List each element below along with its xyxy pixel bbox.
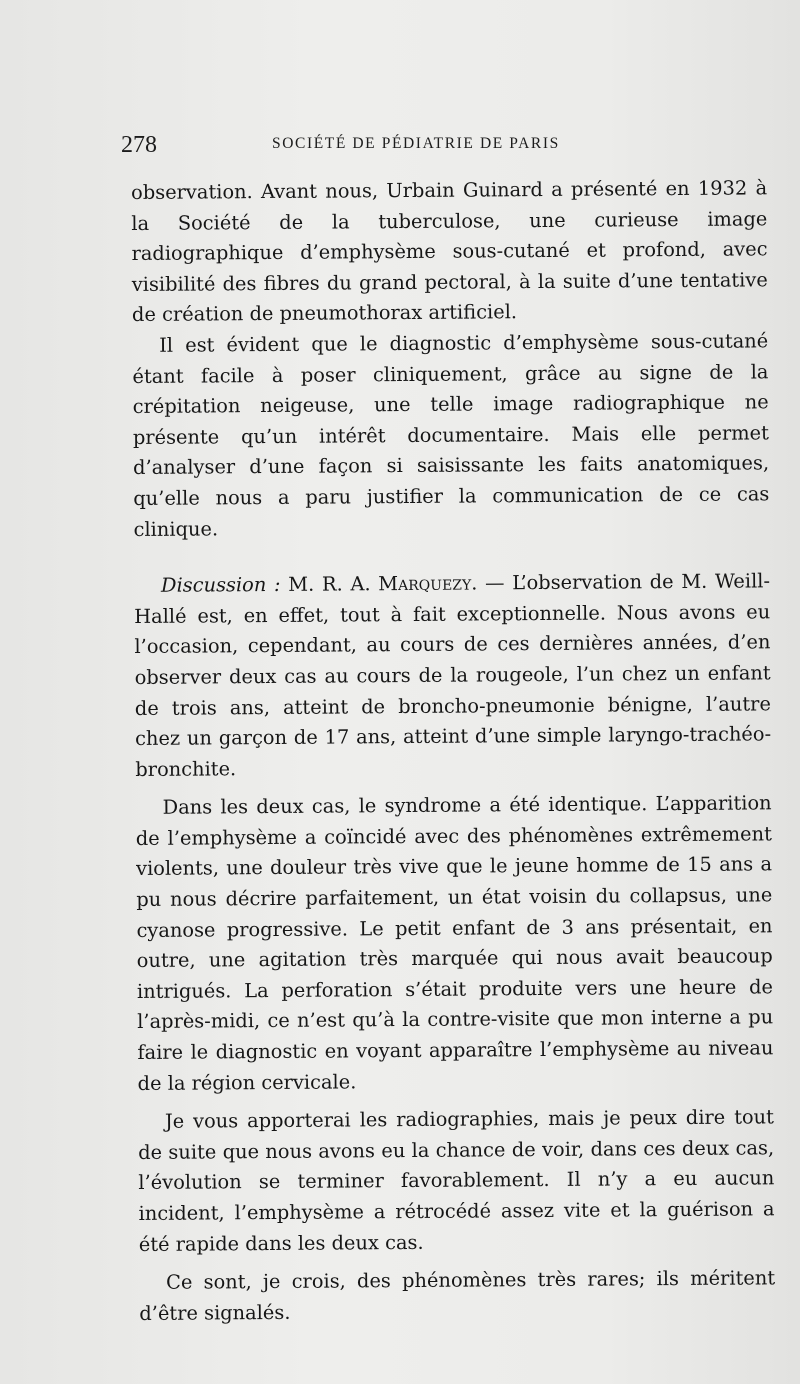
page-number: 278: [121, 132, 157, 158]
paragraph-5: Je vous apporterai les radiographies, mais je peux dire tout de suite que nous avons eu la chance de voir, dans ces deux cas, l’évolution se terminer favorablement. Il n’y a eu aucun incident, l’emphysème a rétrocédé assez vite et la guérison a été rapide dans les deux cas.: [138, 1105, 775, 1256]
paragraph-1: observation. Avant nous, Urbain Guinard a présenté en 1932 à la Société de la tuberculose, une curieuse image radiographique d’emphysème sous-cutané et profond, avec visibilité des fibres du grand pectoral, à la suite d’une tentative de création de pneumothorax artificiel.: [131, 176, 768, 327]
paragraph-3: [134, 566, 772, 785]
paragraph-4: Dans les deux cas, le syndrome a été identique. L’apparition de l’emphysème a coïncidé avec des phénomènes extrêmement violents, une douleur très vive que le jeune homme de 15 ans a pu nous décrire parfaitement, un état voisin du collapsus, une cyanose progressive. Le petit enfant de 3 ans présentait, en outre, une agitation très marquée qui nous avait beaucoup intrigués. La perforation s’était produite vers une heure de l’après-midi, ce n’est qu’à la contre-visite que mon interne a pu faire le diagnostic en voyant apparaître l’emphysème au niveau de la région cervicale.: [135, 791, 774, 1095]
paragraph-3-text: — L’observation de M. Weill-Hallé est, en effet, tout à fait exceptionnelle. Nous avons eu l’occasion, cependant, au cours de ces dernières années, d’en observer deux cas au cours de la rougeole, l’un chez un enfant de trois ans, atteint de broncho-pneumonie bénigne, l’autre chez un garçon de 17 ans, atteint d’une simple laryngo-trachéo-bronchite.: [134, 569, 772, 781]
running-title: SOCIÉTÉ DE PÉDIATRIE DE PARIS: [272, 135, 560, 152]
discussion-label: Discussion :: [160, 573, 281, 597]
body-text: [131, 173, 775, 1329]
paragraph-6: Ce sont, je crois, des phénomènes très rares; ils méritent d’être signalés.: [139, 1266, 776, 1325]
discussion-speaker: M. R. A. Marquezy.: [288, 571, 478, 596]
paragraph-2: Il est évident que le diagnostic d’emphysème sous-cutané étant facile à poser cliniquement, grâce au signe de la crépitation neigeuse, une telle image radiographique ne présente qu’un intérêt documentaire. Mais elle permet d’analyser d’une façon si saisissante les faits anatomiques, qu’elle nous a paru justifier la communication de ce cas clinique.: [132, 329, 770, 541]
